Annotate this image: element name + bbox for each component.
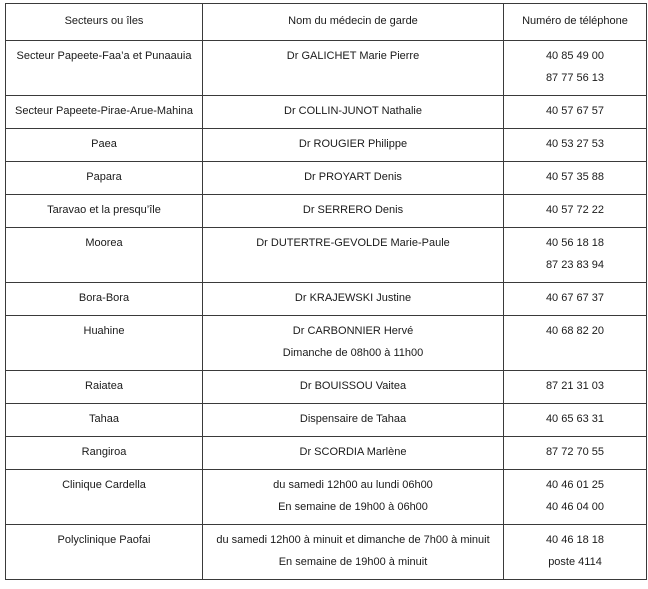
phone-number: 87 72 70 55 xyxy=(545,446,605,458)
phone-cell xyxy=(504,371,647,404)
doctor-line: Dr CARBONNIER Hervé xyxy=(292,325,414,337)
sector-cell xyxy=(6,371,203,404)
sector-name: Moorea xyxy=(85,237,123,249)
doctor-line: Dispensaire de Tahaa xyxy=(299,413,407,425)
doctor-line: Dr PROYART Denis xyxy=(304,171,402,183)
phone-cell xyxy=(504,41,647,96)
table-row xyxy=(6,283,647,316)
doctor-line: Dr BOUISSOU Vaitea xyxy=(299,380,407,392)
doctor-cell xyxy=(203,316,504,371)
on-call-doctors-table xyxy=(5,3,647,580)
sector-cell xyxy=(6,129,203,162)
phone-number: poste 4114 xyxy=(548,556,602,568)
doctor-line: Dr COLLIN-JUNOT Nathalie xyxy=(284,105,422,117)
doctor-line: Dr SERRERO Denis xyxy=(302,204,404,216)
table-row xyxy=(6,129,647,162)
phone-number: 40 68 82 20 xyxy=(545,325,605,337)
table-row xyxy=(6,162,647,195)
table-row xyxy=(6,228,647,283)
sector-cell xyxy=(6,41,203,96)
doctor-cell xyxy=(203,129,504,162)
doctor-cell xyxy=(203,283,504,316)
table-row xyxy=(6,96,647,129)
doctor-line: En semaine de 19h00 à 06h00 xyxy=(278,501,428,513)
doctor-line: Dr ROUGIER Philippe xyxy=(298,138,408,150)
doctor-cell xyxy=(203,525,504,580)
phone-cell xyxy=(504,283,647,316)
doctor-line: Dr KRAJEWSKI Justine xyxy=(294,292,412,304)
table-row xyxy=(6,470,647,525)
phone-number: 40 57 72 22 xyxy=(545,204,605,216)
doctor-line: du samedi 12h00 au lundi 06h00 xyxy=(273,479,433,491)
doctor-cell xyxy=(203,404,504,437)
phone-cell xyxy=(504,316,647,371)
phone-cell xyxy=(504,195,647,228)
phone-number: 40 65 63 31 xyxy=(545,413,605,425)
doctor-line: du samedi 12h00 à minuit et dimanche de 7h00 à minuit xyxy=(216,534,490,546)
phone-number: 40 67 67 37 xyxy=(545,292,605,304)
sector-cell xyxy=(6,525,203,580)
sector-cell xyxy=(6,283,203,316)
phone-cell xyxy=(504,129,647,162)
doctor-cell xyxy=(203,41,504,96)
phone-number: 40 46 18 18 xyxy=(545,534,605,546)
sector-name: Huahine xyxy=(83,325,125,337)
table-row xyxy=(6,404,647,437)
sector-name: Paea xyxy=(91,138,117,150)
phone-number: 40 85 49 00 xyxy=(545,50,605,62)
table-row xyxy=(6,371,647,404)
doctor-line: En semaine de 19h00 à minuit xyxy=(278,556,428,568)
sector-name: Secteur Papeete-Pirae-Arue-Mahina xyxy=(15,105,193,117)
sector-cell xyxy=(6,316,203,371)
table-header xyxy=(6,4,647,41)
doctor-cell xyxy=(203,470,504,525)
header-row xyxy=(6,4,647,41)
sector-cell xyxy=(6,162,203,195)
table-row xyxy=(6,316,647,371)
sector-name: Secteur Papeete-Faa’a et Punaauia xyxy=(16,50,192,62)
phone-cell xyxy=(504,228,647,283)
table-row xyxy=(6,195,647,228)
doctor-cell xyxy=(203,162,504,195)
doctor-cell xyxy=(203,96,504,129)
phone-number: 40 46 04 00 xyxy=(545,501,605,513)
header-phone: Numéro de téléphone xyxy=(504,4,647,41)
phone-number: 87 77 56 13 xyxy=(545,72,605,84)
phone-number: 40 57 35 88 xyxy=(545,171,605,183)
phone-number: 40 53 27 53 xyxy=(545,138,605,150)
sector-name: Polyclinique Paofai xyxy=(57,534,151,546)
sector-cell xyxy=(6,228,203,283)
sector-cell xyxy=(6,470,203,525)
phone-number: 40 46 01 25 xyxy=(545,479,605,491)
table-body xyxy=(6,41,647,580)
table-row xyxy=(6,437,647,470)
doctor-cell xyxy=(203,228,504,283)
doctor-line: Dr GALICHET Marie Pierre xyxy=(286,50,420,62)
phone-cell xyxy=(504,96,647,129)
doctor-cell xyxy=(203,371,504,404)
sector-name: Taravao et la presqu’île xyxy=(47,204,161,216)
sector-name: Papara xyxy=(86,171,122,183)
doctor-line: Dr DUTERTRE-GEVOLDE Marie-Paule xyxy=(256,237,450,249)
doctor-cell xyxy=(203,195,504,228)
phone-number: 40 56 18 18 xyxy=(545,237,605,249)
sector-cell xyxy=(6,195,203,228)
header-sector: Secteurs ou îles xyxy=(6,4,203,41)
sector-name: Tahaa xyxy=(89,413,119,425)
table-row xyxy=(6,525,647,580)
sector-name: Clinique Cardella xyxy=(62,479,146,491)
sector-name: Bora-Bora xyxy=(78,292,130,304)
sector-name: Rangiroa xyxy=(81,446,127,458)
header-doctor: Nom du médecin de garde xyxy=(203,4,504,41)
sector-cell xyxy=(6,404,203,437)
sector-name: Raiatea xyxy=(85,380,123,392)
phone-cell xyxy=(504,470,647,525)
doctor-line: Dimanche de 08h00 à 11h00 xyxy=(282,347,424,359)
phone-number: 40 57 67 57 xyxy=(545,105,605,117)
phone-cell xyxy=(504,525,647,580)
phone-cell xyxy=(504,162,647,195)
table-row xyxy=(6,41,647,96)
sector-cell xyxy=(6,96,203,129)
phone-cell xyxy=(504,437,647,470)
phone-number: 87 23 83 94 xyxy=(545,259,605,271)
doctor-cell xyxy=(203,437,504,470)
doctor-line: Dr SCORDIA Marlène xyxy=(299,446,407,458)
phone-number: 87 21 31 03 xyxy=(545,380,605,392)
phone-cell xyxy=(504,404,647,437)
sector-cell xyxy=(6,437,203,470)
